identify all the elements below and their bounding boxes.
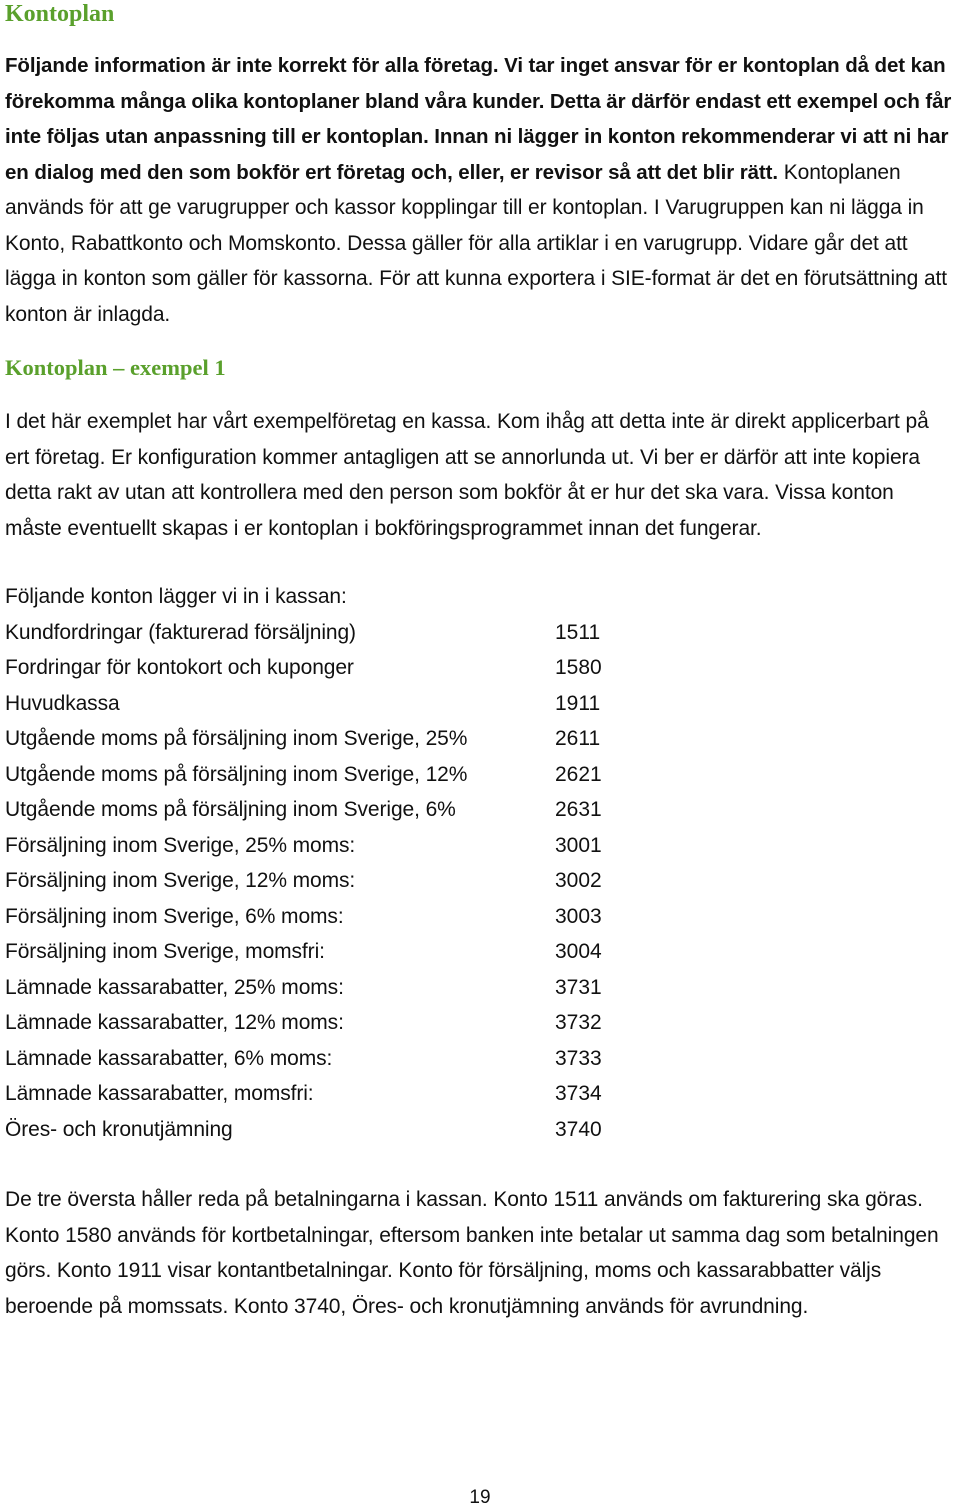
account-name: Utgående moms på försäljning inom Sverige, 25% (5, 727, 468, 750)
disclaimer-text: Följande information är inte korrekt för alla företag. Vi tar inget ansvar för er kontoplan då det kan förekomma många olika kontoplaner bland våra kunder. Detta är därför endast ett exempel och får inte följas utan anpassning till er kontoplan. Innan ni lägger in konton rekommenderar vi att ni har en dialog med den som bokför ert företag och, eller, er revisor så att det blir rätt. (5, 54, 952, 184)
account-number: 3002 (555, 869, 602, 892)
account-name: Försäljning inom Sverige, 25% moms: (5, 833, 356, 857)
account-number: 3004 (555, 940, 602, 963)
account-number: 3731 (555, 975, 602, 999)
account-row (5, 721, 955, 757)
account-row (5, 1005, 955, 1041)
account-row (5, 934, 955, 970)
intro-body-text: Kontoplanen används för att ge varugrupper och kassor kopplingar till er kontoplan. I Varugruppen kan ni lägga in Konto, Rabattkonto och Momskonto. Dessa gäller för alla artiklar i en varugrupp. Vidare går det att lägga in konton som gäller för kassorna. För att kunna exportera i SIE-format är det en förutsättning att konton är inlagda. (5, 160, 947, 326)
account-name: Försäljning inom Sverige, 6% moms: (5, 904, 344, 928)
summary-paragraph: De tre översta håller reda på betalningarna i kassan. Konto 1511 används om fakturering ska göras. Konto 1580 används för kortbetalningar, eftersom banken inte betalar ut samma dag som betalningen görs. Konto 1911 visar kontantbetalningar. Konto för försäljning, moms och kassarabbatter väljs beroende på momssats. Konto 3740, Öres- och kronutjämning används för avrundning. (5, 1188, 939, 1318)
account-number: 1580 (555, 656, 602, 679)
account-row (5, 863, 955, 899)
account-row (5, 650, 955, 686)
account-number: 1511 (555, 620, 601, 644)
account-name: Lämnade kassarabatter, 25% moms: (5, 975, 344, 999)
account-name: Lämnade kassarabatter, 6% moms: (5, 1046, 333, 1070)
account-number: 3001 (555, 833, 602, 857)
account-name: Försäljning inom Sverige, 12% moms: (5, 869, 356, 892)
example-paragraph: I det här exemplet har vårt exempelföretag en kassa. Kom ihåg att detta inte är direkt applicerbart på ert företag. Er konfiguration kommer antagligen att se annorlunda ut. Vi ber er därför att inte kopiera detta rakt av utan att kontrollera med den person som bokför åt er hur det ska vara. Vissa konton måste eventuellt skapas i er kontoplan i bokföringsprogrammet innan det fungerar. (5, 410, 929, 540)
account-row (5, 1112, 955, 1148)
account-name: Öres- och kronutjämning (5, 1117, 233, 1141)
page-title: Kontoplan (5, 1, 115, 27)
account-name: Fordringar för kontokort och kuponger (5, 656, 354, 679)
account-number: 2611 (555, 727, 601, 750)
account-number: 1911 (555, 691, 601, 715)
account-name: Försäljning inom Sverige, momsfri: (5, 940, 325, 963)
account-row (5, 970, 955, 1006)
account-number: 2621 (555, 762, 602, 786)
accounts-list (5, 615, 955, 1148)
account-name: Utgående moms på försäljning inom Sverige, 12% (5, 762, 468, 786)
account-number: 3734 (555, 1082, 602, 1105)
account-number: 2631 (555, 798, 602, 821)
account-row (5, 899, 955, 935)
account-number: 3003 (555, 904, 602, 928)
page-number: 19 (469, 1487, 491, 1508)
account-row (5, 792, 955, 828)
intro-paragraph (5, 48, 955, 332)
accounts-lead: Följande konton lägger vi in i kassan: (5, 585, 347, 608)
account-row (5, 615, 955, 651)
account-row (5, 686, 955, 722)
section-heading: Kontoplan – exempel 1 (5, 355, 226, 380)
account-name: Kundfordringar (fakturerad försäljning) (5, 620, 356, 644)
account-number: 3733 (555, 1046, 602, 1070)
account-name: Lämnade kassarabatter, momsfri: (5, 1082, 314, 1105)
account-number: 3740 (555, 1117, 602, 1141)
account-name: Lämnade kassarabatter, 12% moms: (5, 1011, 344, 1034)
account-name: Huvudkassa (5, 691, 120, 715)
account-row (5, 1076, 955, 1112)
account-number: 3732 (555, 1011, 602, 1034)
account-row (5, 1041, 955, 1077)
account-name: Utgående moms på försäljning inom Sverige, 6% (5, 798, 456, 821)
account-row (5, 757, 955, 793)
account-row (5, 828, 955, 864)
document-page (5, 0, 955, 1324)
